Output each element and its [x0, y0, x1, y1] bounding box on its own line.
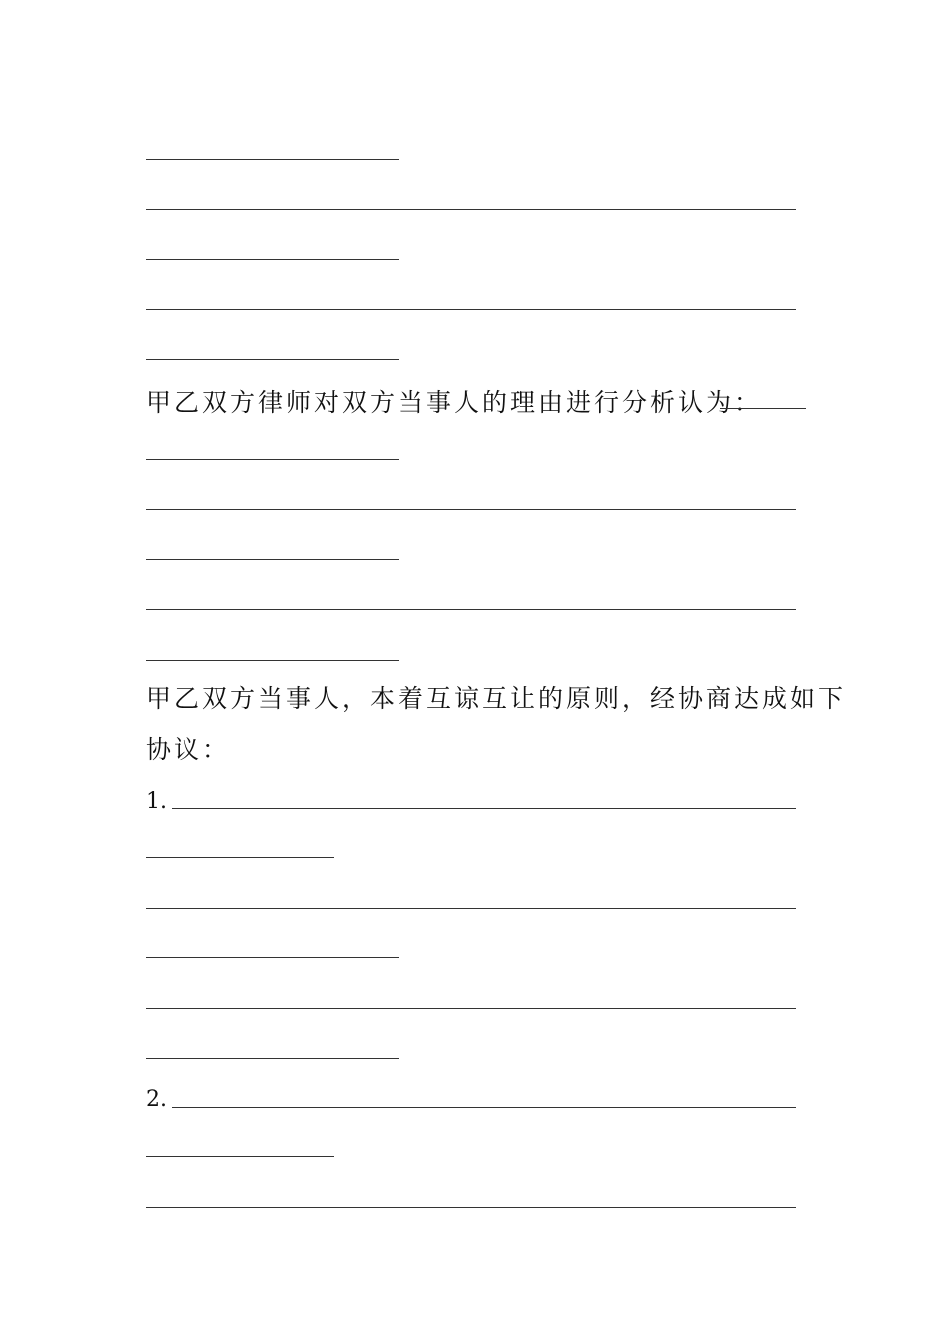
blank-line — [146, 609, 796, 610]
blank-line — [146, 509, 796, 510]
blank-line — [146, 459, 399, 460]
blank-line — [720, 408, 806, 409]
item-number: 1. — [146, 789, 167, 814]
blank-line — [146, 660, 399, 661]
blank-line — [146, 1207, 796, 1208]
blank-line — [146, 309, 796, 310]
blank-line — [146, 908, 796, 909]
blank-line — [146, 957, 399, 958]
blank-line — [172, 808, 796, 809]
blank-line — [172, 1107, 796, 1108]
blank-line — [146, 1008, 796, 1009]
item-number: 2. — [146, 1087, 167, 1112]
blank-line — [146, 1156, 334, 1157]
analysis-label: 甲乙双方律师对双方当事人的理由进行分析认为： — [146, 388, 763, 417]
blank-line — [146, 159, 399, 160]
agreement-intro-line-1: 甲乙双方当事人，本着互谅互让的原则，经协商达成如下 — [146, 684, 847, 713]
blank-line — [146, 559, 399, 560]
blank-line — [146, 259, 399, 260]
blank-line — [146, 209, 796, 210]
blank-line — [146, 1058, 399, 1059]
blank-line — [146, 857, 334, 858]
blank-line — [146, 359, 399, 360]
agreement-intro-line-2: 协议： — [146, 735, 231, 764]
